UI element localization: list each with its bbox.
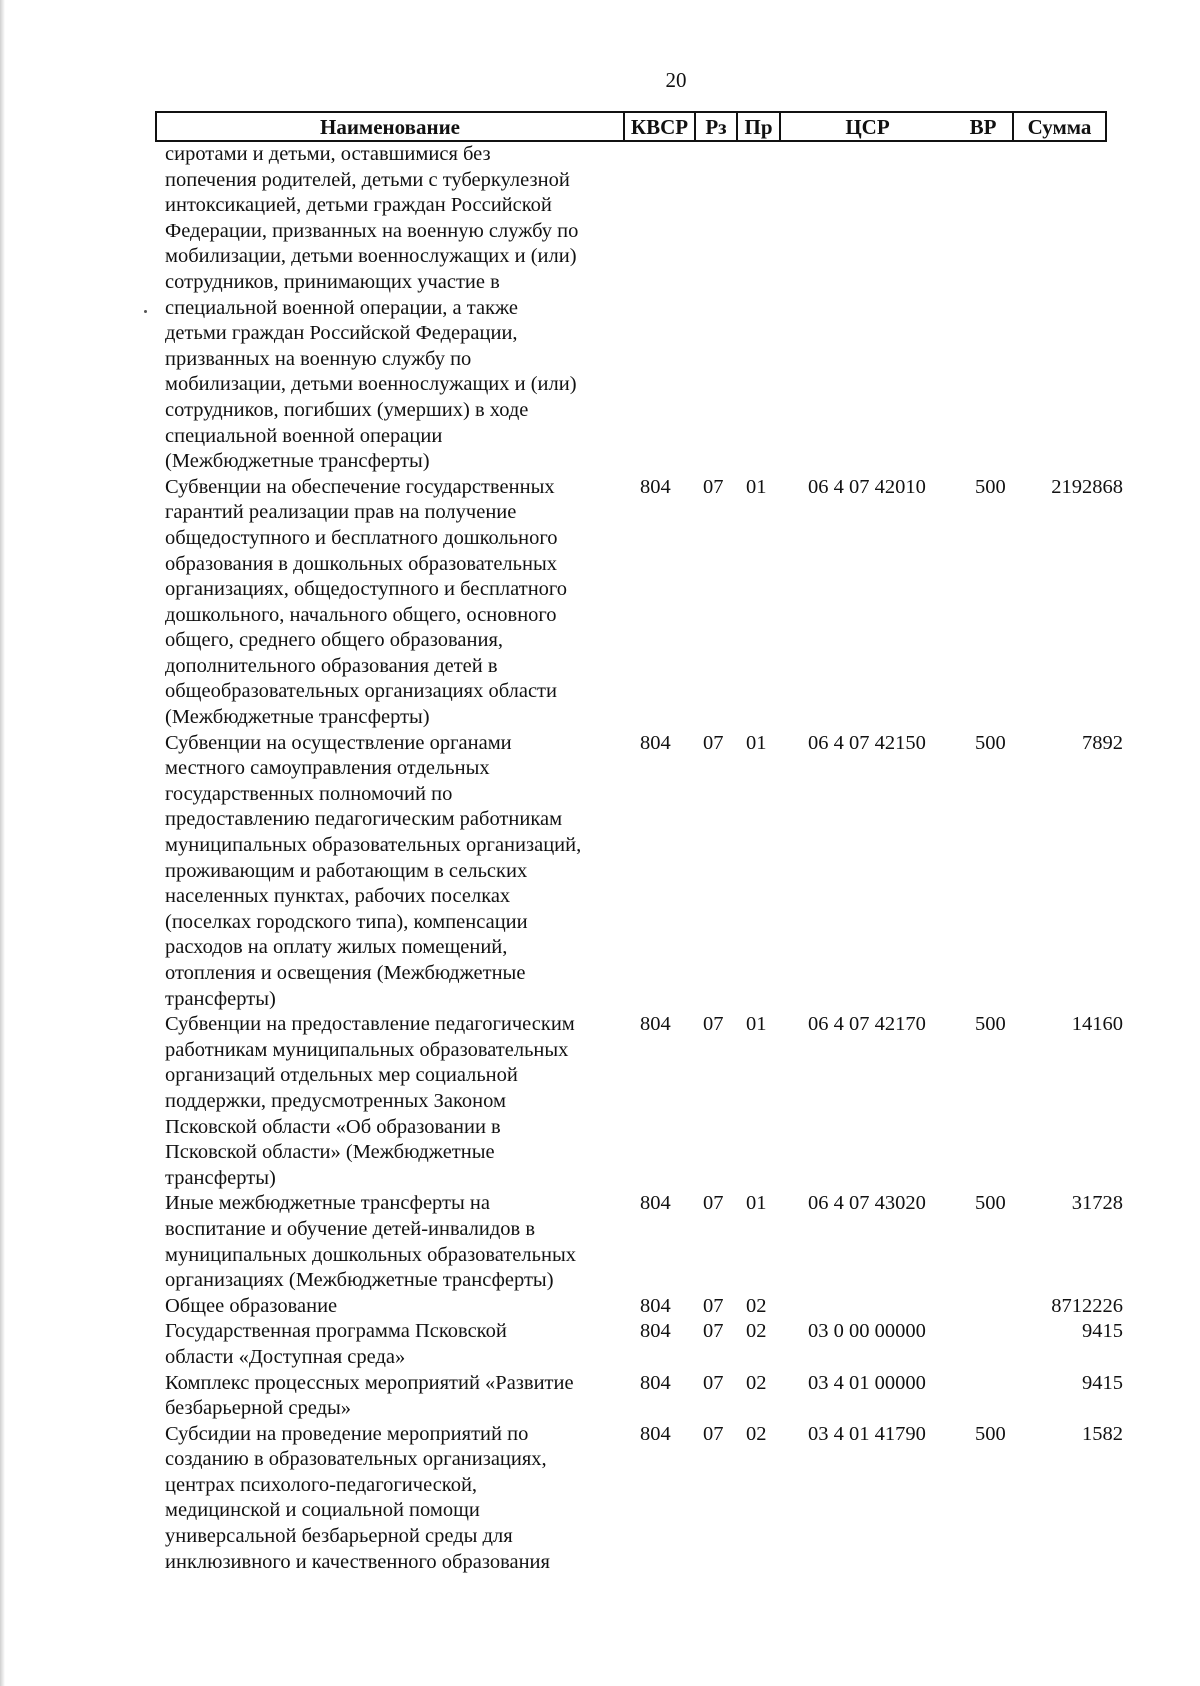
row-csr: 06 4 07 43020 xyxy=(808,1192,926,1215)
header-kvsr: КВСР xyxy=(625,113,696,140)
row-name: Субвенции на предоставление педагогическим работникам муниципальных образовательных организаций отдельных мер социальной поддержки, предусмотренных Законом Псковской области «Об образовании в Псковской области» (Межбюджетные трансферты) xyxy=(165,1013,575,1189)
row-pr: 01 xyxy=(746,1192,767,1215)
row-name: Комплекс процессных мероприятий «Развитие безбарьерной среды» xyxy=(165,1371,574,1420)
table-header xyxy=(155,111,1107,142)
row-csr: 06 4 07 42170 xyxy=(808,1013,926,1036)
header-name: Наименование xyxy=(157,113,625,140)
table-body xyxy=(0,142,1200,1575)
row-csr: 06 4 07 42010 xyxy=(808,475,926,498)
row-csr: 03 0 00 00000 xyxy=(808,1320,926,1343)
row-sum: 7892 xyxy=(1082,731,1123,754)
row-pr: 01 xyxy=(746,731,767,754)
table-row xyxy=(0,475,1200,731)
table-row xyxy=(0,142,1200,475)
row-kvsr: 804 xyxy=(640,1320,671,1343)
row-csr: 06 4 07 42150 xyxy=(808,731,926,754)
row-name: Общее образование xyxy=(165,1294,338,1317)
header-pr: Пр xyxy=(738,113,781,140)
row-sum: 31728 xyxy=(1071,1192,1123,1215)
table-row xyxy=(0,1294,1200,1320)
table-row xyxy=(0,731,1200,1013)
row-vr: 500 xyxy=(975,1192,1006,1215)
row-csr: 03 4 01 41790 xyxy=(808,1422,926,1445)
row-pr: 01 xyxy=(746,1013,767,1036)
row-rz: 07 xyxy=(703,1371,724,1394)
row-rz: 07 xyxy=(703,731,724,754)
row-rz: 07 xyxy=(703,1422,724,1445)
table-row xyxy=(0,1422,1200,1576)
row-sum: 8712226 xyxy=(1051,1294,1123,1317)
row-kvsr: 804 xyxy=(640,1192,671,1215)
row-rz: 07 xyxy=(703,475,724,498)
row-pr: 02 xyxy=(746,1371,767,1394)
header-rz: Рз xyxy=(696,113,738,140)
row-name: Государственная программа Псковской области «Доступная среда» xyxy=(165,1320,507,1368)
table-row xyxy=(0,1319,1200,1370)
row-pr: 01 xyxy=(746,475,767,498)
row-kvsr: 804 xyxy=(640,475,671,498)
row-sum: 1582 xyxy=(1082,1422,1123,1445)
header-sum: Сумма xyxy=(1027,115,1092,139)
table-row xyxy=(0,1191,1200,1293)
row-pr: 02 xyxy=(746,1294,767,1317)
header-csr: ЦСР xyxy=(845,115,890,139)
header-vr: ВР xyxy=(954,113,1014,140)
row-csr: 03 4 01 00000 xyxy=(808,1371,926,1394)
row-kvsr: 804 xyxy=(640,1013,671,1036)
row-kvsr: 804 xyxy=(640,1422,671,1445)
page-number: 20 xyxy=(665,68,687,92)
row-name: Иные межбюджетные трансферты на воспитание и обучение детей-инвалидов в муниципальных дошкольных образовательных организациях (Межбюджетные трансферты) xyxy=(165,1192,576,1292)
row-rz: 07 xyxy=(703,1320,724,1343)
row-kvsr: 804 xyxy=(640,731,671,754)
row-vr: 500 xyxy=(975,475,1006,498)
row-rz: 07 xyxy=(703,1013,724,1036)
row-rz: 07 xyxy=(703,1294,724,1317)
row-pr: 02 xyxy=(746,1320,767,1343)
row-sum: 2192868 xyxy=(1051,475,1123,498)
row-sum: 14160 xyxy=(1071,1013,1123,1036)
row-name: Субсидии на проведение мероприятий по созданию в образовательных организациях, центрах психолого-педагогической, медицинской и социальной помощи универсальной безбарьерной среды для инклюзивного и качественного образования xyxy=(165,1422,550,1573)
table-row xyxy=(0,1012,1200,1191)
row-kvsr: 804 xyxy=(640,1294,671,1317)
row-vr: 500 xyxy=(975,1013,1006,1036)
row-sum: 9415 xyxy=(1082,1320,1123,1343)
row-vr: 500 xyxy=(975,1422,1006,1445)
row-pr: 02 xyxy=(746,1422,767,1445)
row-sum: 9415 xyxy=(1082,1371,1123,1394)
table-row xyxy=(0,1371,1200,1422)
row-vr: 500 xyxy=(975,731,1006,754)
row-name: сиротами и детьми, оставшимися без попечения родителей, детьми с туберкулезной интоксикацией, детьми граждан Российской Федерации, призванных на военную службу по мобилизации, детьми военнослужащих и (или) сотрудников, принимающих участие в специальной военной операции, а также детьми граждан Российской Федерации, призванных на военную службу по мобилизации, детьми военнослужащих и (или) сотрудников, погибших (умерших) в ходе специальной военной операции (Межбюджетные трансферты) xyxy=(165,143,579,473)
row-name: Субвенции на осуществление органами местного самоуправления отдельных государственных полномочий по предоставлению педагогическим работникам муниципальных образовательных организаций, проживающим и работающим в сельских населенных пунктах, рабочих поселках (поселках городского типа), компенсации расходов на оплату жилых помещений, отопления и освещения (Межбюджетные трансферты) xyxy=(165,731,582,1010)
row-kvsr: 804 xyxy=(640,1371,671,1394)
row-rz: 07 xyxy=(703,1192,724,1215)
row-name: Субвенции на обеспечение государственных гарантий реализации прав на получение общедоступного и бесплатного дошкольного образования в дошкольных образовательных организациях, общедоступного и бесплатного дошкольного, начального общего, основного общего, среднего общего образования, дополнительного образования детей в общеобразовательных организациях области (Межбюджетные трансферты) xyxy=(165,475,568,729)
